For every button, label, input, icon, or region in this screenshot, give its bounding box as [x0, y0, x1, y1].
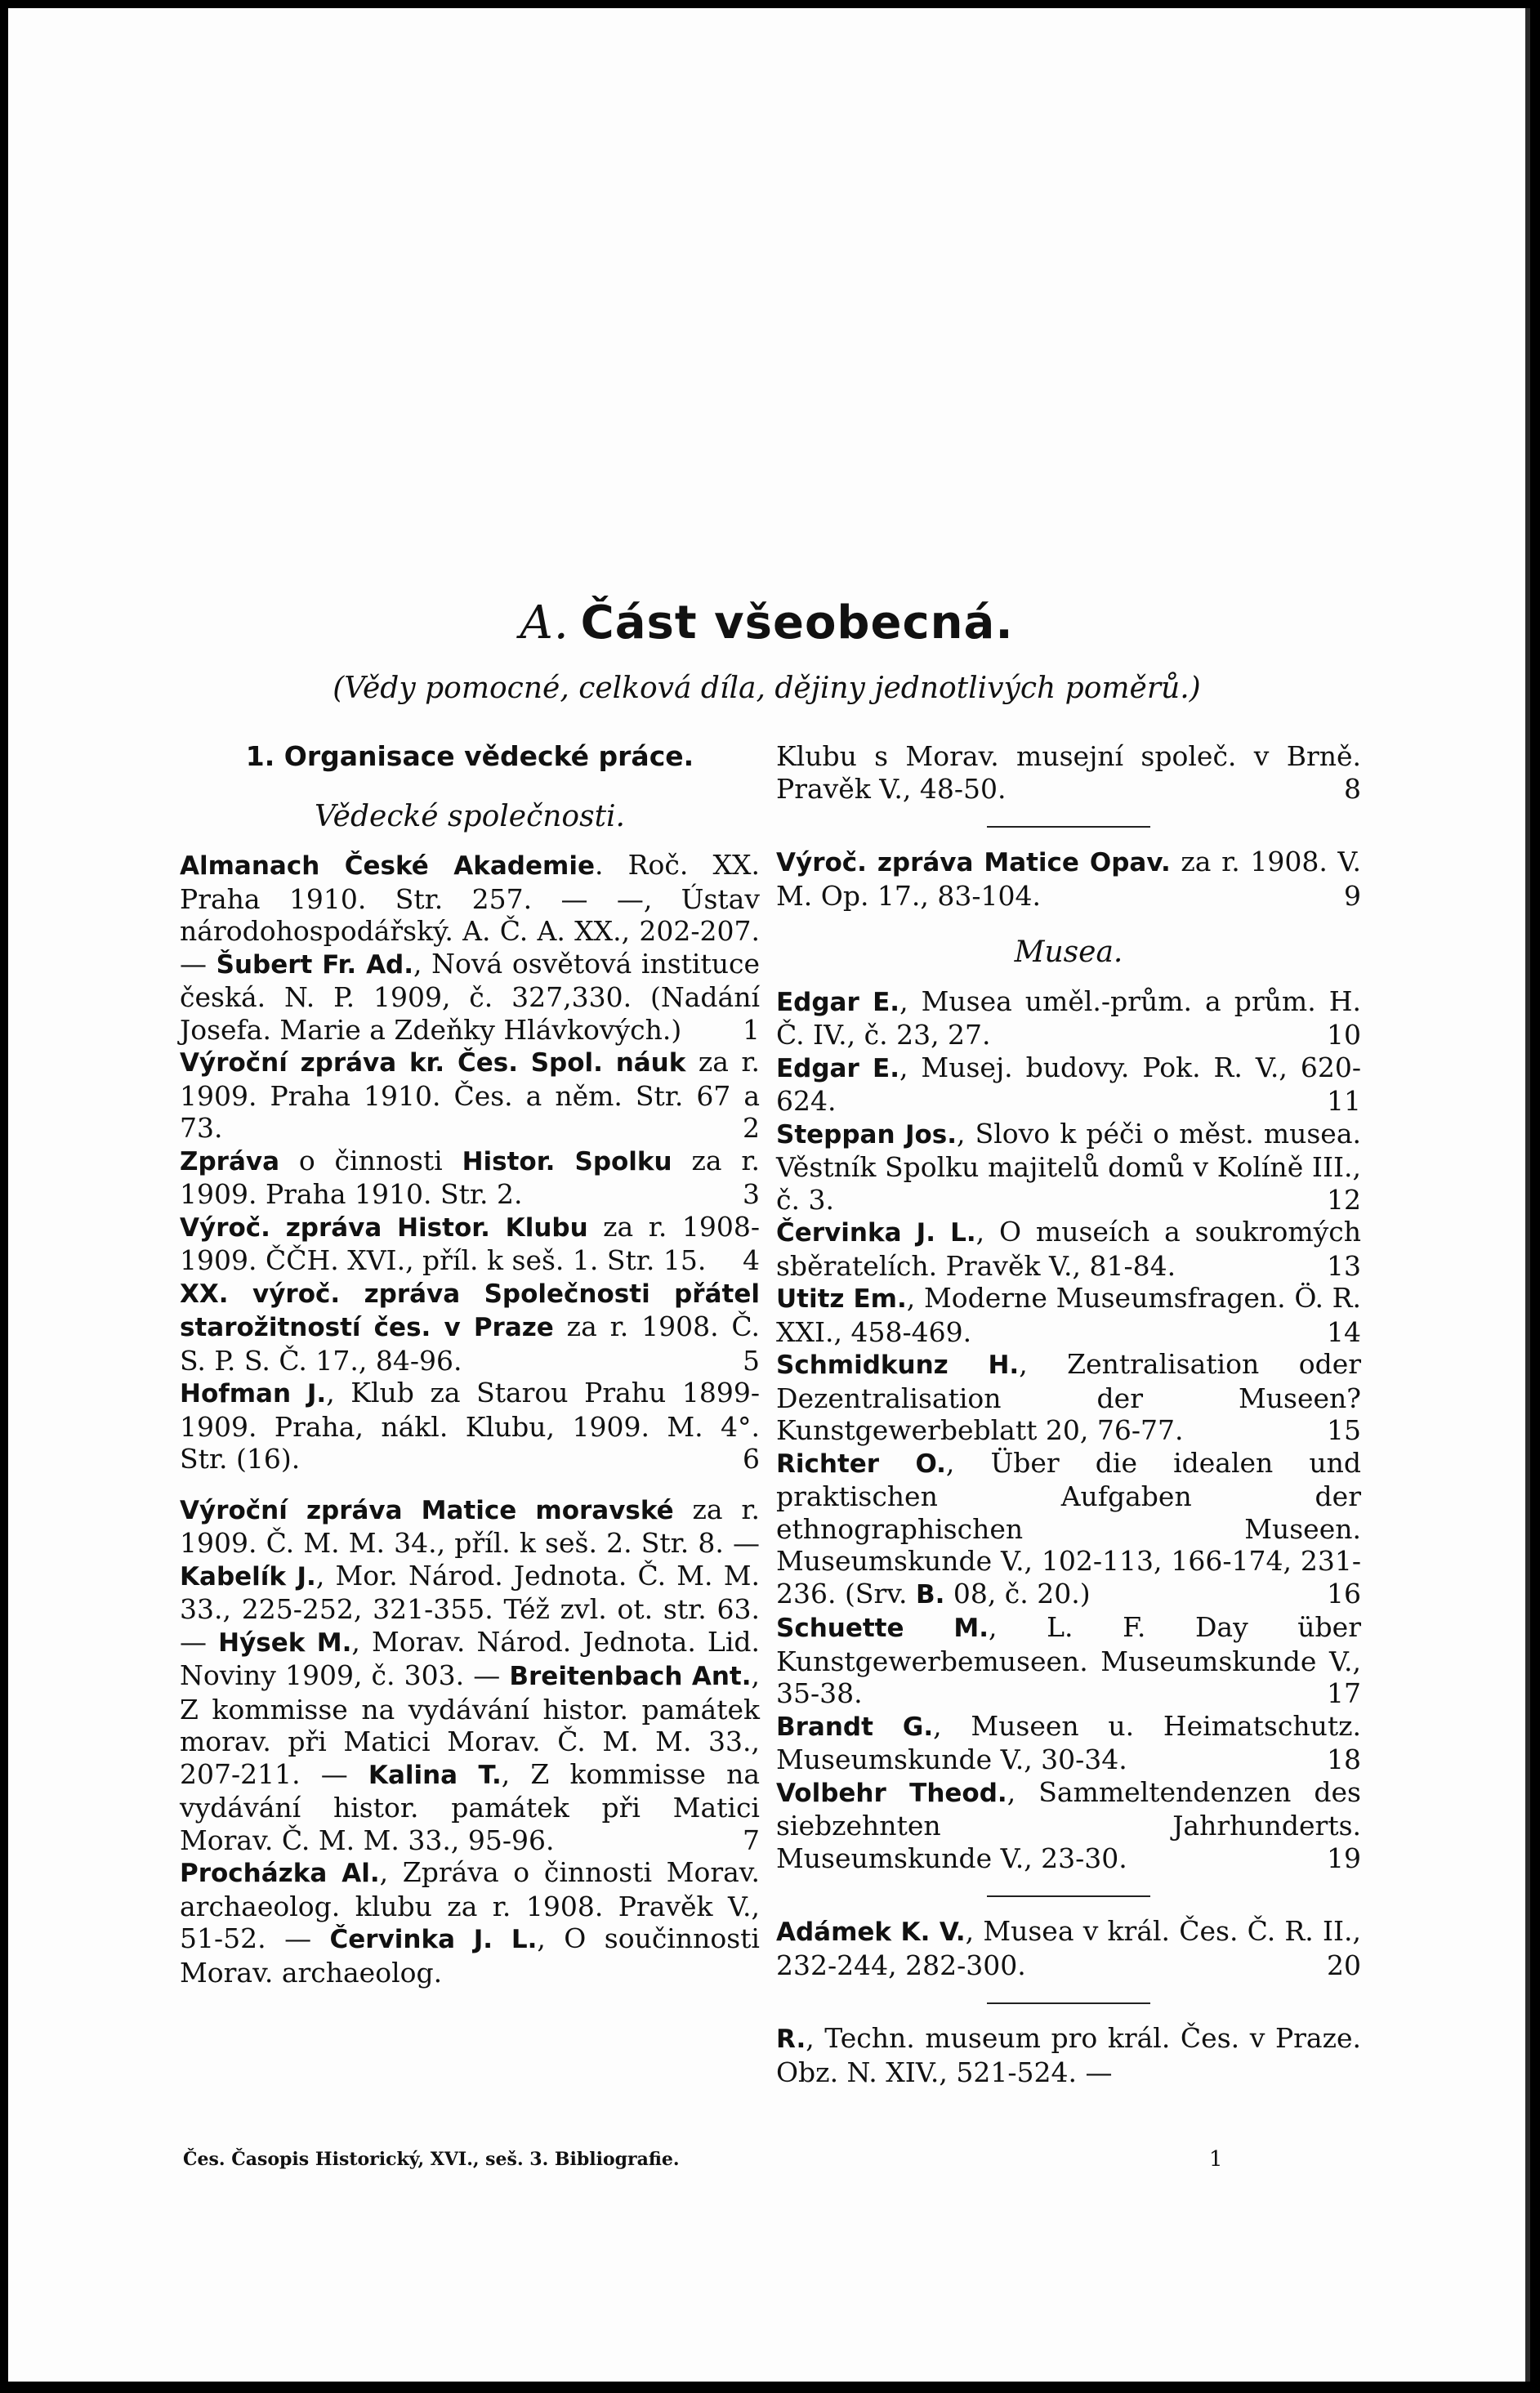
entry-text: , Musea uměl.-prům. a prům. H. Č. IV., č. 23, 27.: [776, 984, 1361, 1051]
section-subheading: Musea.: [1014, 935, 1123, 969]
entry-text: za r. 1908. Č. S. P. S. Č. 17., 84-96.: [180, 1310, 760, 1377]
entry-author: Adámek K. V.: [776, 1918, 966, 1947]
entry-author: Edgar E.: [776, 987, 900, 1017]
entry-text: , Musej. budovy. Pok. R. V., 620-624.: [776, 1051, 1361, 1117]
entry-text: , Techn. museum pro král. Čes. v Praze. Obz. N. XIV., 521-524. —: [776, 2022, 1361, 2088]
entry-number: 4: [743, 1244, 760, 1276]
entry-number: 9: [1344, 879, 1361, 912]
left-column: [180, 740, 760, 1989]
entry-r21: [776, 2022, 1361, 2088]
entry-text: , Musea v král. Čes. Č. R. II., 232-244, 282-300.: [776, 1915, 1361, 1981]
entry-text: za r. 1909. Praha 1910. Str. 2.: [180, 1144, 761, 1210]
entry-number: 6: [743, 1443, 760, 1475]
entry-author: Zpráva: [180, 1146, 280, 1176]
entry-author: Volbehr Theod.: [776, 1778, 1007, 1808]
entry-r13: [776, 1216, 1361, 1282]
entry-author: XX. výroč. zpráva Společnosti přátel starožitností čes. v Praze: [180, 1279, 760, 1342]
entry-6: [180, 1377, 760, 1476]
entry-number: 20: [1327, 1949, 1361, 1981]
entry-text: , Sammeltendenzen des siebzehnten Jahrhunderts. Museumskunde V., 23-30.: [776, 1775, 1361, 1874]
entry-text: , Z kommisse na vydávání histor. památek morav. při Matici Morav. Č. M. M. 33., 207-211. —: [180, 1659, 760, 1790]
entry-author: Edgar E.: [776, 1053, 899, 1083]
entry-r14: [776, 1282, 1361, 1348]
entry-text: , L. F. Day über Kunstgewerbemuseen. Museumskunde V., 35-38.: [776, 1611, 1361, 1709]
entry-1: [180, 849, 760, 1046]
entry-author: Brandt G.: [776, 1712, 934, 1742]
entry-author: Richter O.: [776, 1449, 946, 1479]
entry-number: 1: [743, 1013, 760, 1046]
entry-author: Breitenbach Ant.: [509, 1662, 752, 1691]
entry-text: za r. 1909. Č. M. M. 34., příl. k seš. 2. Str. 8. —: [180, 1493, 761, 1559]
entry-number: 7: [743, 1824, 760, 1856]
divider: [987, 1895, 1150, 1897]
entry-5: [180, 1277, 760, 1377]
entry-text: , Über die idealen und praktischen Aufgaben der ethnographischen Museen. Museumskunde V., 102-113, 166-174, 231-236. (Srv.: [776, 1446, 1361, 1609]
entry-r8: [776, 740, 1361, 805]
entry-text: , Nová osvětová instituce česká. N. P. 1909, č. 327,330. (Nadání Josefa. Marie a Zdeňky Hlávkových.): [180, 947, 760, 1046]
entry-text: . Roč. XX. Praha 1910. Str. 257. — —, Ústav národohospodářský. A. Č. A. XX., 202-207. —: [180, 849, 760, 980]
entry-author: Schmidkunz H.: [776, 1351, 1020, 1380]
entry-r11: [776, 1051, 1361, 1118]
page-title: [8, 596, 1525, 650]
entry-text: , Moderne Museumsfragen. Ö. R. XXI., 458-469.: [776, 1282, 1362, 1348]
entry-number: 13: [1327, 1249, 1361, 1282]
entry-8: [180, 1856, 760, 1989]
entry-r16: [776, 1447, 1361, 1612]
entry-text: , Zpráva o činnosti Morav. archaeolog. klubu za r. 1908. Pravěk V., 51-52. —: [180, 1856, 760, 1954]
title-words: Část všeobecná.: [580, 596, 1014, 650]
section-subheading: Vědecké společnosti.: [314, 799, 625, 833]
entry-number: 8: [1344, 772, 1361, 805]
entry-text: , Slovo k péči o měst. musea. Věstník Spolku majitelů domů v Kolíně III., č. 3.: [776, 1117, 1361, 1216]
entry-text: o činnosti: [279, 1144, 462, 1176]
divider: [987, 2002, 1150, 2004]
entry-author: Procházka Al.: [180, 1859, 380, 1888]
title-letter: A.: [520, 596, 569, 650]
entry-number: 18: [1327, 1743, 1361, 1775]
entry-author: Červinka J. L.: [329, 1925, 538, 1954]
entry-number: 16: [1327, 1577, 1361, 1609]
entry-author: Hofman J.: [180, 1379, 327, 1409]
entry-author: Histor. Spolku: [462, 1146, 672, 1176]
entry-number: 14: [1327, 1315, 1361, 1348]
entry-text: , Zentralisation oder Dezentralisation der Museen? Kunstgewerbeblatt 20, 76-77.: [776, 1348, 1361, 1446]
entry-r9: [776, 846, 1361, 912]
spacer: [180, 1476, 760, 1493]
entry-text: , Klub za Starou Prahu 1899-1909. Praha, nákl. Klubu, 1909. M. 4°. Str. (16).: [180, 1377, 760, 1475]
entry-author: Výroč. zpráva Histor. Klubu: [180, 1212, 588, 1243]
entry-author: Steppan Jos.: [776, 1119, 957, 1150]
entry-text: , O museích a soukromých sběratelích. Pravěk V., 81-84.: [776, 1216, 1361, 1282]
entry-text: , O součinnosti Morav. archaeolog.: [180, 1922, 760, 1989]
entry-2: [180, 1046, 760, 1145]
entry-text: Klubu s Morav. musejní společ. v Brně. Pravěk V., 48-50.: [776, 740, 1361, 805]
entry-author: R.: [776, 2025, 806, 2054]
right-column: [776, 740, 1361, 2088]
entry-r12: [776, 1118, 1361, 1217]
entry-author: Výroční zpráva Matice moravské: [180, 1495, 674, 1525]
entry-author: Výroční zpráva kr. Čes. Spol. náuk: [180, 1048, 686, 1078]
entry-text: , Z kommisse na vydávání histor. památek při Matici Morav. Č. M. M. 33., 95-96.: [180, 1757, 760, 1856]
entry-author: Šubert Fr. Ad.: [216, 949, 414, 980]
entry-r10: [776, 985, 1361, 1051]
entry-3: [180, 1145, 760, 1211]
entry-number: 12: [1327, 1183, 1361, 1216]
entry-r15: [776, 1348, 1361, 1447]
entry-author: Hýsek M.: [218, 1627, 352, 1658]
entry-text: za r. 1908. V. M. Op. 17., 83-104.: [776, 846, 1361, 912]
entry-number: 10: [1327, 1019, 1361, 1051]
entry-4: [180, 1211, 760, 1277]
entry-text: za r. 1909. Praha 1910. Čes. a něm. Str. 67 a 73.: [180, 1046, 760, 1144]
entry-text: 08, č. 20.): [944, 1577, 1091, 1609]
entry-author: Kalina T.: [368, 1760, 502, 1790]
page: [8, 8, 1530, 2382]
entry-text: , Morav. Národ. Jednota. Lid. Noviny 1909, č. 303. —: [180, 1625, 761, 1691]
entry-author: Schuette M.: [776, 1614, 989, 1643]
entry-number: 17: [1327, 1677, 1361, 1709]
entry-author: Červinka J. L.: [776, 1218, 976, 1248]
entry-author: B.: [915, 1579, 945, 1609]
entry-number: 5: [743, 1344, 760, 1377]
entry-author: Utitz Em.: [776, 1284, 907, 1314]
entry-number: 19: [1327, 1842, 1361, 1874]
divider: [987, 826, 1150, 828]
entry-r17: [776, 1611, 1361, 1710]
entry-number: 3: [743, 1178, 760, 1210]
entry-r20: [776, 1915, 1361, 1981]
entry-text: za r. 1908-1909. ČČH. XVI., příl. k seš. 1. Str. 15.: [180, 1210, 760, 1276]
entry-number: 11: [1327, 1085, 1361, 1117]
section-heading: 1. Organisace vědecké práce.: [245, 740, 694, 772]
page-number: 1: [1209, 2147, 1223, 2172]
entry-author: Almanach České Akademie: [180, 851, 595, 881]
entry-author: Výroč. zpráva Matice Opav.: [776, 848, 1171, 877]
journal-footer: Čes. Časopis Historický, XVI., seš. 3. Bibliografie.: [183, 2149, 680, 2170]
entry-author: Kabelík J.: [180, 1561, 316, 1592]
entry-text: , Museen u. Heimatschutz. Museumskunde V., 30-34.: [776, 1709, 1361, 1775]
entry-number: 2: [743, 1112, 760, 1144]
entry-r18: [776, 1710, 1361, 1776]
entry-number: 15: [1327, 1414, 1361, 1446]
entry-7: [180, 1493, 760, 1857]
entry-r19: [776, 1776, 1361, 1875]
entry-text: , Mor. Národ. Jednota. Č. M. M. 33., 225-252, 321-355. Též zvl. ot. str. 63. —: [180, 1559, 760, 1658]
page-subtitle: (Vědy pomocné, celková díla, dějiny jednotlivých poměrů.): [333, 672, 1201, 705]
